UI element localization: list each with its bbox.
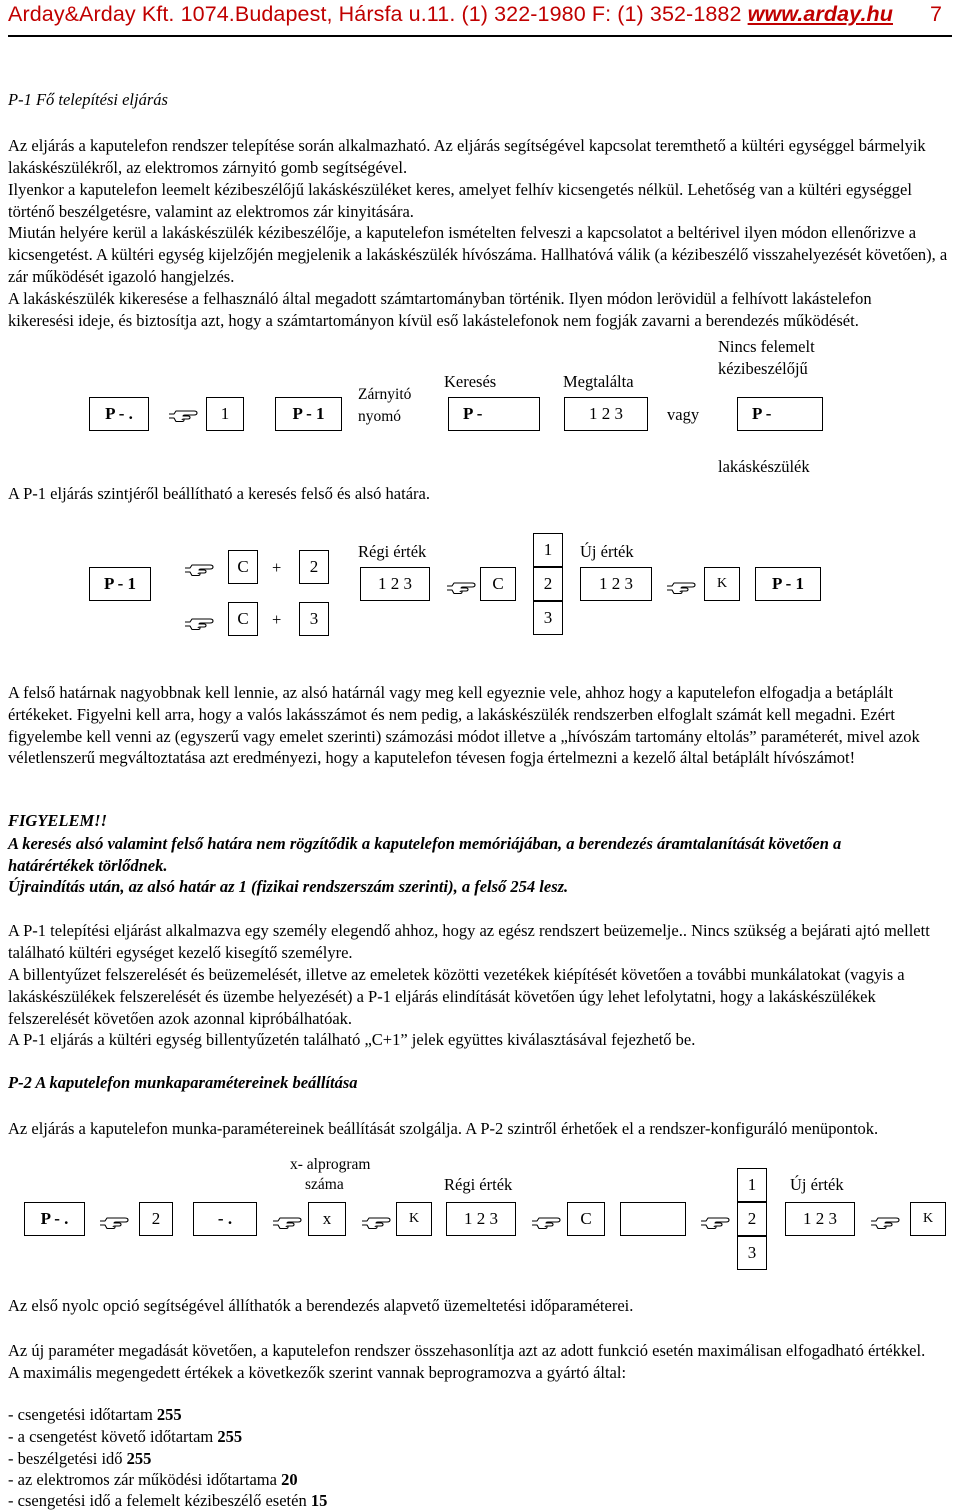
warning-line-2: Újraindítás után, az alsó határ az 1 (fizikai rendszerszám szerinti), a felső 254 lesz. [8, 877, 569, 896]
warning-title: FIGYELEM!! [8, 811, 108, 830]
label-regi-ertek: Régi érték [358, 542, 427, 561]
hand-pointer-icon [361, 1213, 391, 1229]
list-item: - az elektromos zár működési időtartama 20 [8, 1470, 298, 1489]
install-notes-paragraph-3: A P-1 eljárás a kültéri egység billentyűzetén található „C+1” jelek együttes kiválasztásával fejezhető be. [8, 1030, 696, 1049]
p1-range-text: A P-1 eljárás szintjéről beállítható a keresés felső és alsó határa. [8, 484, 430, 503]
box-p-search: P - [448, 397, 540, 431]
box-digit-3: 3 [737, 1236, 767, 1270]
list-item: - a csengetést követő időtartam 255 [8, 1427, 243, 1446]
install-notes-paragraph-1: A P-1 telepítési eljárást alkalmazva egy személy elegendő ahhoz, hogy az egész rendszert beüzemelje.. Nincs szükség a bejárati ajtó mellett található kültéri egységet kezelő kisegítő személyre. [8, 921, 930, 962]
label-lakaskeszulek: lakáskészülék [718, 457, 810, 476]
website-link[interactable]: www.arday.hu [747, 2, 893, 26]
box-digit-1: 1 [737, 1168, 767, 1202]
hand-pointer-icon [184, 614, 214, 630]
p2-title: P-2 A kaputelefon munkaparamétereinek beállítása [8, 1073, 358, 1092]
box-k-enter: K [396, 1202, 432, 1236]
hand-pointer-icon [870, 1213, 900, 1229]
hand-pointer-icon [531, 1213, 561, 1229]
install-notes-paragraph-2: A billentyűzet felszerelését és beüzemelését, illetve az emeletek közötti vezetékek kiépítését követően a további munkálatokat (vagyis a lakáskészülékek felszerelését és üzembe helyezését) a P-1 eljárás elindítását követően úgy lehet lefolytatni, hogy a lakáskészülékek felszerelését követően azok azonnal kipróbálhatóak. [8, 965, 905, 1028]
box-digit-2: 2 [533, 567, 563, 601]
box-p1-end: P - 1 [755, 567, 821, 601]
label-vagy: vagy [667, 405, 700, 424]
box-found-123: 1 2 3 [564, 397, 648, 431]
label-nincs-felemelt: Nincs felemelt [718, 337, 815, 356]
hand-pointer-icon [272, 1213, 302, 1229]
box-p1-start: P - 1 [89, 567, 151, 601]
p1-paragraph-4: A lakáskészülék kikeresése a felhasználó által megadott számtartományban történik. Ilyen módon lerövidül a felhívott lakástelefon kikeresési ideje, és biztosítja azt, hogy a számtartományon kívül eső lakástelefonok nem fogják zavarni a berendezés működését. [8, 289, 872, 330]
box-digit-1: 1 [533, 533, 563, 567]
header-divider [8, 35, 952, 37]
box-k-confirm: K [910, 1202, 946, 1236]
p1-title: P-1 Fő telepítési eljárás [8, 90, 168, 109]
box-p-nofound: P - [737, 397, 823, 431]
box-p1: P - 1 [275, 397, 342, 431]
hand-pointer-icon [446, 578, 476, 594]
box-k-confirm: K [704, 567, 740, 601]
options-text: Az első nyolc opció segítségével állíthatók a berendezés alapvető üzemeltetési időparaméterei. [8, 1296, 634, 1315]
hand-pointer-icon [168, 406, 198, 422]
hand-pointer-icon [666, 578, 696, 594]
box-digit-3: 3 [533, 601, 563, 635]
hand-pointer-icon [99, 1213, 129, 1229]
box-lower-3: 3 [299, 602, 329, 636]
box-new-value: 1 2 3 [785, 1202, 855, 1236]
plus-upper: + [272, 558, 282, 577]
label-nyomo: nyomó [358, 408, 402, 425]
list-item: - csengetési időtartam 255 [8, 1405, 182, 1424]
label-megtalalta: Megtalálta [563, 372, 634, 391]
warning-line-1: A keresés alsó valamint felső határa nem rögzítődik a kaputelefon memóriájában, a berendezés áramtalanítását követően a határértékek törlődnek. [8, 834, 842, 875]
label-uj-ertek: Új érték [790, 1175, 844, 1194]
box-p-dot: P - . [89, 397, 149, 431]
box-c-clear: C [480, 567, 516, 601]
label-kezibeszelo: kézibeszélőjű [718, 359, 808, 378]
box-empty-display [620, 1202, 686, 1236]
plus-lower: + [272, 610, 282, 629]
label-regi-ertek: Régi érték [444, 1175, 513, 1194]
p1-paragraph-2: Ilyenkor a kaputelefon leemelt kézibeszélőjű lakáskészüléket keres, amelyet felhív kicsengetés nélkül. Lehetőség van a kültéri egységgel történő beszélgetésre, valamint az elektromos zár kinyitására. [8, 180, 912, 221]
box-c-lower: C [228, 602, 258, 636]
box-old-value: 1 2 3 [360, 567, 430, 601]
label-szama: száma [305, 1176, 344, 1193]
box-dash-dot: - . [193, 1202, 257, 1236]
list-item: - beszélgetési idő 255 [8, 1449, 152, 1468]
box-key-1: 1 [206, 397, 244, 431]
p1-paragraph-1: Az eljárás a kaputelefon rendszer telepítése során alkalmazható. Az eljárás segítségével kapcsolat teremthető a kültéri egységgel bármelyik lakáskészülékről, az elektromos zárnyitó gomb segítségével. [8, 136, 926, 177]
range-notes-paragraph: A felső határnak nagyobbnak kell lennie, az alsó határnál vagy meg kell egyeznie vele, ahhoz hogy a kaputelefon elfogadja a betáplált értékeket. Figyelni kell arra, hogy a valós lakásszámot és nem pedig, a lakáskészülék rendszerben elfoglalt számát kell megadni. Ezért figyelembe kell venni az (egyszerű vagy emelet szerinti) számozási módot illetve a „hívószám tartomány eltolás” paraméterét, mivel azok véletlenszerű megváltoztatása azt eredményezi, hogy a kaputelefon tévesen fogja értelmezni a kezelő által betáplált hívószámot! [8, 683, 920, 768]
box-c-clear: C [567, 1202, 605, 1236]
box-c-upper: C [228, 550, 258, 584]
box-p-dot: P - . [24, 1202, 85, 1236]
label-x-alprogram: x- alprogram [290, 1156, 371, 1173]
p2-paragraph-1: Az eljárás a kaputelefon munka-paramétereinek beállítását szolgálja. A P-2 szintről érhetőek el a rendszer-konfiguráló menüpontok. [8, 1119, 879, 1138]
box-old-value: 1 2 3 [446, 1202, 516, 1236]
header-company [8, 2, 893, 27]
hand-pointer-icon [184, 560, 214, 576]
hand-pointer-icon [700, 1213, 730, 1229]
page-number: 7 [930, 2, 942, 26]
params-text: Az új paraméter megadását követően, a kaputelefon rendszer összehasonlítja azt az adott funkció esetén maximálisan elfogadható értékkel. A maximális megengedett értékek a következők szerint vannak beprogramozva a gyártó által: [8, 1341, 926, 1382]
label-kereses: Keresés [444, 372, 497, 391]
label-zarnyito: Zárnyitó [358, 386, 412, 403]
box-digit-2: 2 [737, 1202, 767, 1236]
box-key-2: 2 [139, 1202, 173, 1236]
p1-paragraph-3: Miután helyére kerül a lakáskészülék kézibeszélője, a kaputelefon ismételten felveszi a kapcsolatot a beltérivel ilyen módon ellenőrizve a kicsengetést. A kültéri egység kijelzőjén megjelenik a lakáskészülék hívószáma. Hallhatóvá válik (a kézibeszélő visszahelyezését követően), a zár működését igazoló hangjelzés. [8, 223, 948, 286]
box-upper-2: 2 [299, 550, 329, 584]
company-line: Arday&Arday Kft. 1074.Budapest, Hársfa u.11. (1) 322-1980 F: (1) 352-1882 [8, 2, 748, 26]
label-uj-ertek: Új érték [580, 542, 634, 561]
list-item: - csengetési idő a felemelt kézibeszélő esetén 15 [8, 1491, 328, 1510]
box-new-value: 1 2 3 [580, 567, 652, 601]
box-x-subprogram: x [308, 1202, 346, 1236]
